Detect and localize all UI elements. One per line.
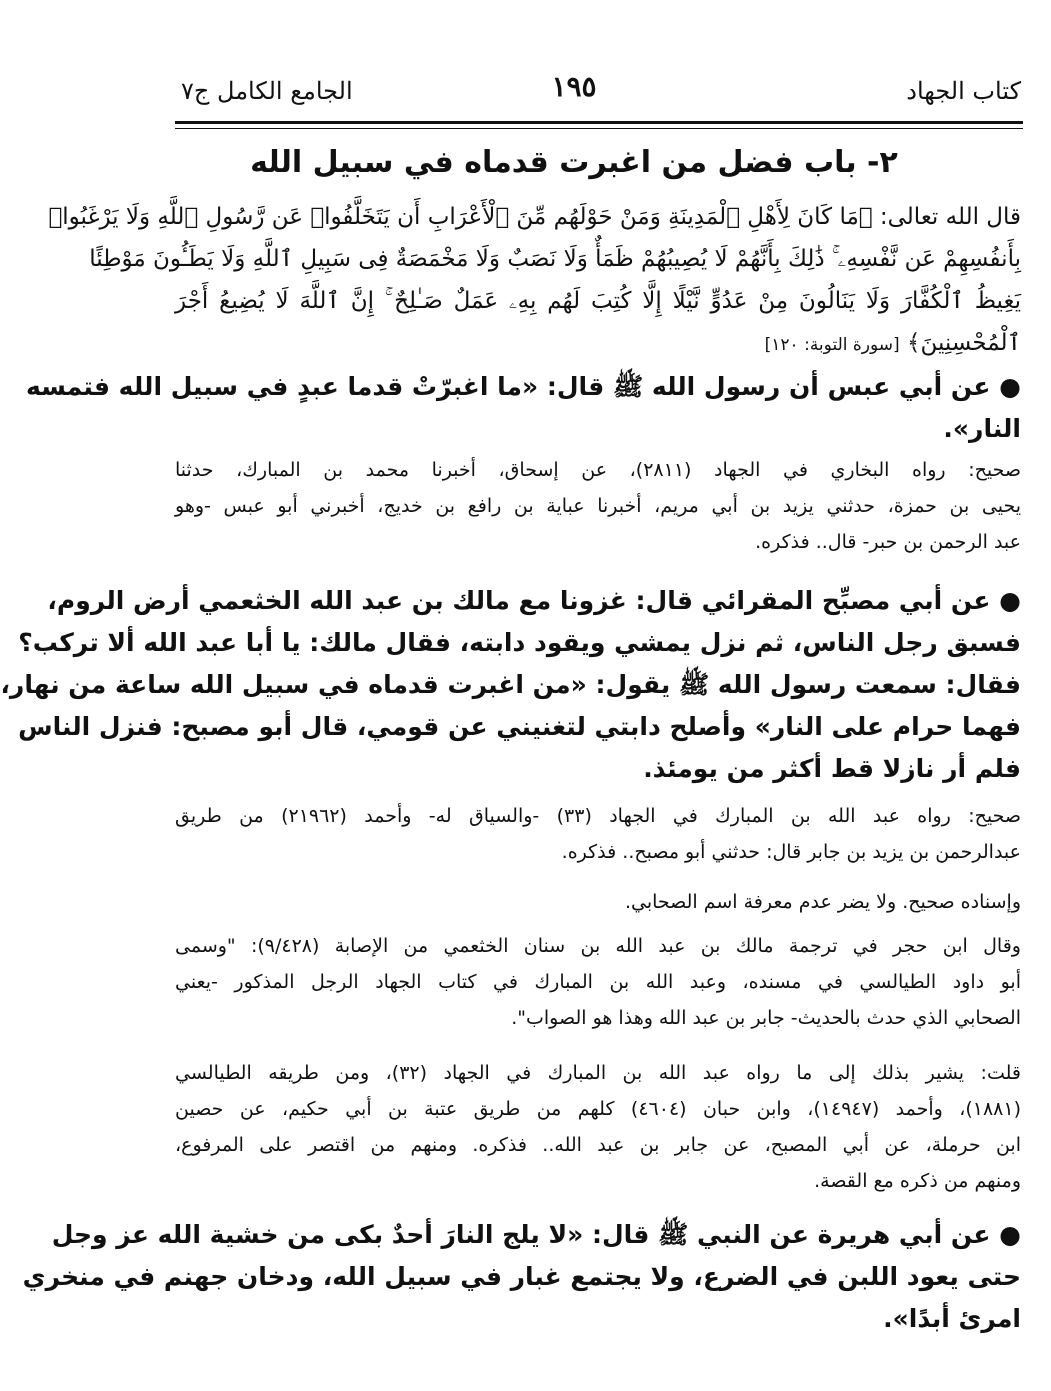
takhrij-line: الصحابي الذي حدث بالحديث- جابر بن عبد الله وهذا هو الصواب". [511, 1007, 1021, 1029]
hadith-line: فهما حرام على النار» وأصلح دابتي لتغنيني عن قومي، قال أبو مصبح: فنزل الناس [18, 712, 1021, 741]
quran-line-text: ٱلْمُحْسِنِينَ﴾ [906, 330, 1021, 356]
quran-line: يَغِيظُ ٱلْكُفَّارَ وَلَا يَنَالُونَ مِنْ عَدُوٍّ نَّيْلًا إِلَّا كُتِبَ لَهُم بِهِۦ عَمَلٌ صَـٰلِحٌ ۚ إِنَّ ٱللَّهَ لَا يُضِيعُ أَجْرَ [175, 288, 1021, 314]
takhrij-line: يحيى بن حمزة، حدثني يزيد بن أبي مريم، أخبرنا عباية بن رافع بن خديج، أخبرني أبو عبس -وهو [175, 495, 1021, 517]
takhrij-line: وقال ابن حجر في ترجمة مالك بن عبد الله بن سنان الخثعمي من الإصابة (٩/٤٢٨): "وسمى [175, 935, 1021, 957]
takhrij-line: عبد الرحمن بن حبر- قال.. فذكره. [755, 531, 1021, 553]
header-rule-thick [175, 121, 1023, 124]
chapter-title: ٢- باب فضل من اغبرت قدماه في سبيل الله [250, 145, 898, 180]
quran-line-last [175, 322, 1021, 366]
takhrij-block [175, 884, 1021, 920]
takhrij-block [175, 928, 1021, 1036]
hadith-line-text: عن أبي هريرة عن النبي ﷺ قال: «لا يلج النارَ أحدٌ بكى من خشية الله عز وجل [51, 1220, 991, 1249]
hadith-line [26, 366, 1021, 408]
takhrij-line: ابن حرملة، عن أبي المصبح، عن جابر بن عبد الله.. فذكره. ومنهم من اقتصر على المرفوع، [175, 1134, 1021, 1156]
hadith-line: فسبق رجل الناس، ثم نزل يمشي ويقود دابته، فقال مالك: يا أبا عبد الله ألا تركب؟ [18, 628, 1021, 657]
quran-line: بِأَنفُسِهِمْ عَن نَّفْسِهِۦ ۚ ذَٰلِكَ بِأَنَّهُمْ لَا يُصِيبُهُمْ ظَمَأٌ وَلَا نَصَبٌ وَلَا مَخْمَصَةٌ فِى سَبِيلِ ٱللَّهِ وَلَا يَطَـُٔونَ مَوْطِئًا [89, 246, 1021, 272]
takhrij-line: (١٨٨١)، وأحمد (١٤٩٤٧)، وابن حبان (٤٦٠٤) كلهم من طريق عتبة بن أبي حكيم، عن حصين [175, 1098, 1021, 1120]
takhrij-block [175, 798, 1021, 870]
takhrij-line: عبدالرحمن بن يزيد بن جابر قال: حدثني أبو مصبح.. فذكره. [561, 841, 1021, 863]
takhrij-line: ومنهم من ذكره مع القصة. [814, 1170, 1021, 1192]
takhrij-block [175, 1055, 1021, 1199]
book-section-header: كتاب الجهاد [906, 77, 1021, 105]
hadith-block [0, 580, 1021, 790]
takhrij-line: صحيح: رواه عبد الله بن المبارك في الجهاد (٣٣) -والسياق له- وأحمد (٢١٩٦٢) من طريق [175, 805, 1021, 827]
quran-line: قال الله تعالى: ﴿مَا كَانَ لِأَهْلِ ٱلْمَدِينَةِ وَمَنْ حَوْلَهُم مِّنَ ٱلْأَعْرَابِ أَن يَتَخَلَّفُوا۟ عَن رَّسُولِ ٱللَّهِ وَلَا يَرْغَبُوا۟ [48, 204, 1021, 230]
hadith-line: النار». [943, 414, 1021, 443]
hadith-block [22, 1214, 1021, 1340]
header-rule-thin [175, 128, 1023, 129]
takhrij-line: قلت: يشير بذلك إلى ما رواه عبد الله بن المبارك في الجهاد (٣٢)، ومن طريقه الطيالسي [175, 1062, 1021, 1084]
quran-verse-block [48, 196, 1021, 366]
hadith-line-text: عن أبي عبس أن رسول الله ﷺ قال: «ما اغبرّتْ قدما عبدٍ في سبيل الله فتمسه [26, 372, 991, 401]
hadith-line [47, 580, 1021, 622]
bullet-icon: ● [999, 1220, 1021, 1249]
hadith-line: فقال: سمعت رسول الله ﷺ يقول: «من اغبرت قدماه في سبيل الله ساعة من نهار، [0, 670, 1021, 699]
bullet-icon: ● [999, 372, 1021, 401]
hadith-line: امرئ أبدًا». [883, 1304, 1021, 1333]
hadith-line-text: عن أبي مصبِّح المقرائي قال: غزونا مع مالك بن عبد الله الخثعمي أرض الروم، [47, 586, 991, 615]
takhrij-line: أبو داود الطيالسي في مسنده، وعبد الله بن المبارك في كتاب الجهاد الرجل المذكور -يعني [175, 971, 1021, 993]
takhrij-line: صحيح: رواه البخاري في الجهاد (٢٨١١)، عن إسحاق، أخبرنا محمد بن المبارك، حدثنا [175, 459, 1021, 481]
hadith-line: فلم أر نازلا قط أكثر من يومئذ. [643, 754, 1021, 783]
hadith-line [51, 1214, 1021, 1256]
bullet-icon: ● [999, 586, 1021, 615]
takhrij-line: وإسناده صحيح. ولا يضر عدم معرفة اسم الصحابي. [624, 891, 1021, 913]
takhrij-block [175, 452, 1021, 560]
hadith-block [26, 366, 1021, 450]
book-title-header: الجامع الكامل ج٧ [181, 77, 353, 105]
sura-reference: [سورة التوبة: ١٢٠] [764, 335, 900, 355]
hadith-line: حتى يعود اللبن في الضرع، ولا يجتمع غبار في سبيل الله، ودخان جهنم في منخري [22, 1262, 1021, 1291]
page-number: ١٩٥ [551, 70, 597, 103]
